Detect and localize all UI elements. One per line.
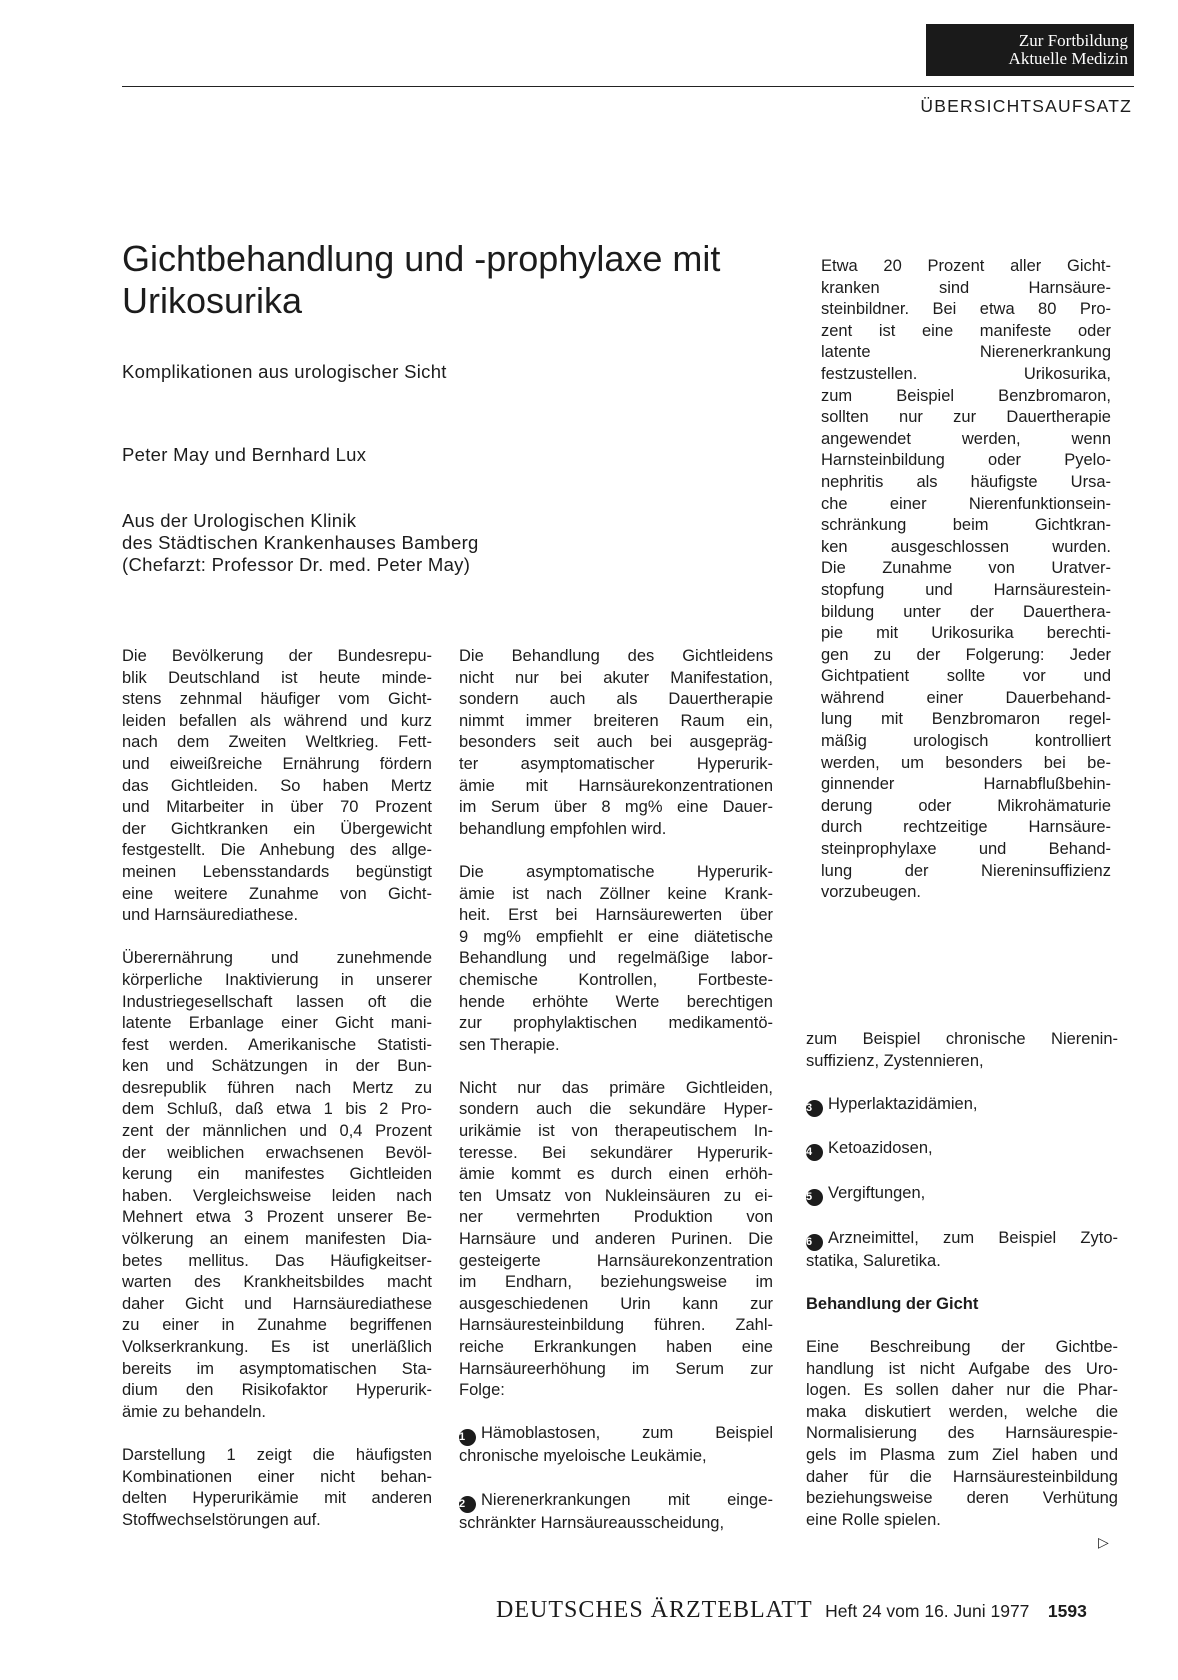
journal-name: DEUTSCHES ÄRZTEBLATT — [496, 1597, 813, 1623]
article-affiliation — [122, 510, 479, 576]
badge-line-2: Aktuelle Medizin — [1008, 49, 1128, 68]
text-line: sondern auch als Dauertherapie — [459, 690, 773, 709]
text-line: während einer Dauerbehand- — [821, 688, 1111, 707]
text-line: Harnsäure und anderen Purinen. Die — [459, 1230, 773, 1249]
paragraph — [122, 948, 432, 1423]
text-line: logen. Es sollen daher nur die Phar- — [806, 1381, 1118, 1400]
body-column-1 — [122, 646, 432, 1553]
text-line: Behandlung und regelmäßige labor- — [459, 949, 773, 968]
text-line: gels im Plasma zum Ziel haben und — [806, 1445, 1118, 1464]
text-line: fest werden. Amerikanische Statisti- — [122, 1035, 432, 1054]
text-line: Die Behandlung des Gichtleidens — [459, 647, 773, 665]
page-number: 1593 — [1047, 1601, 1087, 1621]
text-line: ämie zu behandeln. — [122, 1402, 267, 1421]
text-line: 4 Ketoazidosen, — [806, 1138, 1118, 1161]
text-line: Mehnert etwa 3 Prozent unserer Be- — [122, 1208, 432, 1227]
text-line: daher für die Harnsäuresteinbildung — [806, 1467, 1118, 1486]
article-authors: Peter May und Bernhard Lux — [122, 444, 367, 465]
paragraph — [122, 646, 432, 927]
text-line: ner vermehrten Produktion von — [459, 1208, 773, 1227]
text-line: desrepublik führen nach Mertz zu — [122, 1078, 432, 1097]
text-line: beziehungsweise deren Verhütung — [806, 1489, 1118, 1508]
text-line: steinprophylaxe und Behand- — [821, 840, 1111, 859]
text-line: hende erhöhte Werte berechtigen — [459, 992, 773, 1011]
text-line: stens zehnmal häufiger vom Gicht- — [122, 690, 432, 709]
text-line: und eiweißreiche Ernährung fördern — [122, 754, 432, 773]
text-line: Die Zunahme von Uratver- — [821, 559, 1111, 578]
text-line: völkerung an einem manifesten Dia- — [122, 1230, 432, 1249]
text-line: 1 Hämoblastosen, zum Beispiel — [459, 1423, 773, 1446]
text-line: besonders seit auch bei ausgepräg- — [459, 733, 773, 752]
list-item — [806, 1138, 1118, 1161]
text-line: ter asymptomatischer Hyperurik- — [459, 754, 773, 773]
paragraph — [821, 256, 1111, 904]
text-line: Nicht nur das primäre Gichtleiden, — [459, 1078, 773, 1097]
text-line: blik Deutschland ist heute minde- — [122, 668, 432, 687]
text-line: Stoffwechselstörungen auf. — [122, 1510, 321, 1529]
text-line: ausgeschiedenen Urin kann zur — [459, 1294, 773, 1313]
text-line: gesteigerte Harnsäurekonzentration — [459, 1251, 773, 1270]
text-line: Die Bevölkerung der Bundesrepu- — [122, 647, 432, 665]
text-line: mäßig urologisch kontrolliert — [821, 732, 1111, 751]
text-line: handlung ist nicht Aufgabe des Uro- — [806, 1359, 1118, 1378]
text-line: reiche Erkrankungen haben eine — [459, 1338, 773, 1356]
text-line: der weiblichen erwachsenen Bevöl- — [122, 1143, 432, 1162]
text-line: Industriegesellschaft lassen oft die — [122, 992, 432, 1011]
text-line: nephritis als häufigste Ursa- — [821, 472, 1111, 491]
text-line: suffizienz, Zystennieren, — [806, 1051, 984, 1070]
text-line: ämie mit Harnsäurekonzentrationen — [459, 776, 773, 795]
text-line: ten Umsatz von Nukleinsäuren zu ei- — [459, 1186, 773, 1205]
text-line: stopfung und Harnsäurestein- — [821, 580, 1111, 599]
affiliation-line: des Städtischen Krankenhauses Bamberg — [122, 532, 479, 553]
text-line: ämie kommt es durch einen erhöh- — [459, 1165, 773, 1184]
text-line: eine weitere Zunahme von Gicht- — [122, 884, 432, 903]
text-line: 9 mg% empfiehlt er eine diätetische — [459, 927, 773, 946]
list-item — [806, 1183, 1118, 1206]
paragraph — [459, 862, 773, 1056]
text-line: zent der männlichen und 0,4 Prozent — [122, 1122, 432, 1141]
text-line: daher Gicht und Harnsäurediathese — [122, 1294, 432, 1313]
text-line: festgestellt. Die Anhebung des allge- — [122, 841, 432, 860]
text-line: zur prophylaktischen medikamentö- — [459, 1014, 773, 1033]
text-line: 6 Arzneimittel, zum Beispiel Zyto- — [806, 1228, 1118, 1251]
text-line: bildung unter der Dauerthera- — [821, 602, 1111, 621]
issue-info: Heft 24 vom 16. Juni 1977 — [825, 1601, 1030, 1621]
text-line: warten des Krankheitsbildes macht — [122, 1273, 432, 1292]
text-line: che einer Nierenfunktionsein- — [821, 494, 1111, 513]
text-line: lung der Niereninsuffizienz — [821, 861, 1111, 880]
text-line: maka diskutiert werden, welche die — [806, 1402, 1118, 1421]
text-line: nimmt immer breiteren Raum ein, — [459, 711, 773, 730]
list-number-icon: 4 — [806, 1144, 823, 1161]
text-line: zent ist eine manifeste oder — [821, 321, 1111, 340]
text-line: sollten nur zur Dauertherapie — [821, 408, 1111, 427]
list-item — [459, 1423, 773, 1468]
text-line: nach dem Zweiten Weltkrieg. Fett- — [122, 733, 432, 752]
text-line: meinen Lebensstandards begünstigt — [122, 862, 432, 881]
text-line: delten Hyperurikämie mit anderen — [122, 1489, 432, 1508]
section-heading: Behandlung der Gicht — [806, 1294, 979, 1313]
text-line: angewendet werden, wenn — [821, 429, 1111, 448]
list-number-icon: 6 — [806, 1234, 823, 1251]
text-line: ken und Schätzungen in der Bun- — [122, 1057, 432, 1076]
text-line: Harnsäuresteinbildung führen. Zahl- — [459, 1316, 773, 1335]
text-line: pie mit Urikosurika berechti- — [821, 624, 1111, 643]
text-line: schränkung beim Gichtkran- — [821, 516, 1111, 535]
text-line: kranken sind Harnsäure- — [821, 278, 1111, 297]
paragraph — [806, 1337, 1118, 1531]
text-line: 5 Vergiftungen, — [806, 1183, 1118, 1206]
text-line: Etwa 20 Prozent aller Gicht- — [821, 257, 1111, 275]
body-column-2 — [459, 646, 773, 1556]
text-line: behandlung empfohlen wird. — [459, 819, 667, 838]
paragraph — [459, 1078, 773, 1402]
text-line: zum Beispiel chronische Nierenin- — [806, 1030, 1118, 1048]
text-line: sondern auch die sekundäre Hyper- — [459, 1100, 773, 1119]
text-line: betes mellitus. Das Häufigkeitser- — [122, 1251, 432, 1270]
text-line: zu einer in Zunahme begriffenen — [122, 1316, 432, 1335]
text-line: 2 Nierenerkrankungen mit einge- — [459, 1490, 773, 1513]
body-column-3-top — [821, 256, 1111, 925]
text-line: urikämie ist von therapeutischem In- — [459, 1122, 773, 1141]
continue-arrow-icon: ▷ — [1098, 1534, 1109, 1550]
list-number-icon: 5 — [806, 1189, 823, 1206]
text-line: Volkserkrankung. Es ist unerläßlich — [122, 1338, 432, 1356]
list-number-icon: 1 — [459, 1429, 476, 1446]
text-line: chronische myeloische Leukämie, — [459, 1447, 707, 1466]
body-column-3-bottom — [806, 1029, 1118, 1553]
text-line: Kombinationen einer nicht behan- — [122, 1467, 432, 1486]
text-line: Harnsteinbildung oder Pyelo- — [821, 451, 1111, 470]
text-line: Gichtpatient sollte vor und — [821, 667, 1111, 686]
text-line: gen zu der Folgerung: Jeder — [821, 645, 1111, 664]
condition-list — [806, 1094, 1118, 1272]
text-line: 3 Hyperlaktazidämien, — [806, 1094, 1118, 1117]
text-line: ämie ist nach Zöllner keine Krank- — [459, 884, 773, 903]
text-line: ken ausgeschlossen wurden. — [821, 537, 1111, 556]
list-continuation — [806, 1029, 1118, 1072]
text-line: latente Erbanlage einer Gicht mani- — [122, 1014, 432, 1033]
text-line: kerung ein manifestes Gichtleiden — [122, 1165, 432, 1184]
affiliation-line: (Chefarzt: Professor Dr. med. Peter May) — [122, 554, 471, 575]
text-line: durch rechtzeitige Harnsäure- — [821, 818, 1111, 837]
text-line: Darstellung 1 zeigt die häufigsten — [122, 1445, 432, 1464]
article-title: Gichtbehandlung und -prophylaxe mit Urikosurika — [122, 238, 721, 321]
article-subtitle: Komplikationen aus urologischer Sicht — [122, 361, 447, 382]
text-line: dium den Risikofaktor Hyperurik- — [122, 1381, 432, 1400]
paragraph — [122, 1445, 432, 1531]
text-line: Harnsäureerhöhung im Serum zur — [459, 1359, 773, 1378]
list-number-icon: 2 — [459, 1496, 476, 1513]
text-line: das Gichtleiden. So haben Mertz — [122, 776, 432, 795]
text-line: festzustellen. Urikosurika, — [821, 364, 1111, 383]
text-line: bereits im asymptomatischen Sta- — [122, 1359, 432, 1378]
text-line: chemische Kontrollen, Fortbeste- — [459, 970, 773, 989]
affiliation-line: Aus der Urologischen Klinik — [122, 510, 357, 531]
text-line: Normalisierung des Harnsäurespie- — [806, 1424, 1118, 1443]
text-line: ginnender Harnabflußbehin- — [821, 775, 1111, 794]
text-line: schränkter Harnsäureausscheidung, — [459, 1513, 725, 1532]
section-label: ÜBERSICHTSAUFSATZ — [920, 96, 1132, 116]
text-line: steinbildner. Bei etwa 80 Pro- — [821, 300, 1111, 319]
text-line: sen Therapie. — [459, 1035, 560, 1054]
header-rule — [122, 86, 1134, 87]
text-line: haben. Vergleichsweise leiden nach — [122, 1186, 432, 1205]
text-line: im Endharn, beziehungsweise im — [459, 1273, 773, 1292]
text-line: nicht nur bei akuter Manifestation, — [459, 668, 773, 687]
list-number-icon: 3 — [806, 1100, 823, 1117]
text-line: Folge: — [459, 1381, 505, 1400]
text-line: eine Rolle spielen. — [806, 1510, 941, 1529]
list-item — [806, 1094, 1118, 1117]
text-line: dem Schluß, daß etwa 1 bis 2 Pro- — [122, 1100, 432, 1119]
badge-line-1: Zur Fortbildung — [1018, 31, 1128, 50]
text-line: zum Beispiel Benzbromaron, — [821, 386, 1111, 405]
page-footer — [496, 1597, 1087, 1624]
text-line: teresse. Bei sekundärer Hyperurik- — [459, 1143, 773, 1162]
text-line: derung oder Mikrohämaturie — [821, 796, 1111, 815]
text-line: und Mitarbeiter in über 70 Prozent — [122, 798, 432, 817]
condition-list — [459, 1423, 773, 1534]
text-line: leiden befallen als während und kurz — [122, 711, 432, 730]
text-line: und Harnsäurediathese. — [122, 906, 299, 925]
list-item — [459, 1490, 773, 1535]
paragraph — [459, 646, 773, 840]
text-line: heit. Erst bei Harnsäurewerten über — [459, 906, 773, 925]
text-line: vorzubeugen. — [821, 883, 921, 902]
text-line: im Serum über 8 mg% eine Dauer- — [459, 798, 773, 817]
text-line: Überernährung und zunehmende — [122, 949, 432, 968]
section-badge — [926, 24, 1134, 76]
text-line: Die asymptomatische Hyperurik- — [459, 862, 773, 881]
text-line: latente Nierenerkrankung — [821, 343, 1111, 362]
text-line: Eine Beschreibung der Gichtbe- — [806, 1337, 1118, 1356]
list-item — [806, 1228, 1118, 1273]
text-line: lung mit Benzbromaron regel- — [821, 710, 1111, 729]
text-line: körperliche Inaktivierung in unserer — [122, 970, 432, 989]
text-line: der Gichtkranken ein Übergewicht — [122, 819, 432, 838]
text-line: werden, um besonders bei be- — [821, 753, 1111, 772]
text-line: statika, Saluretika. — [806, 1251, 941, 1270]
